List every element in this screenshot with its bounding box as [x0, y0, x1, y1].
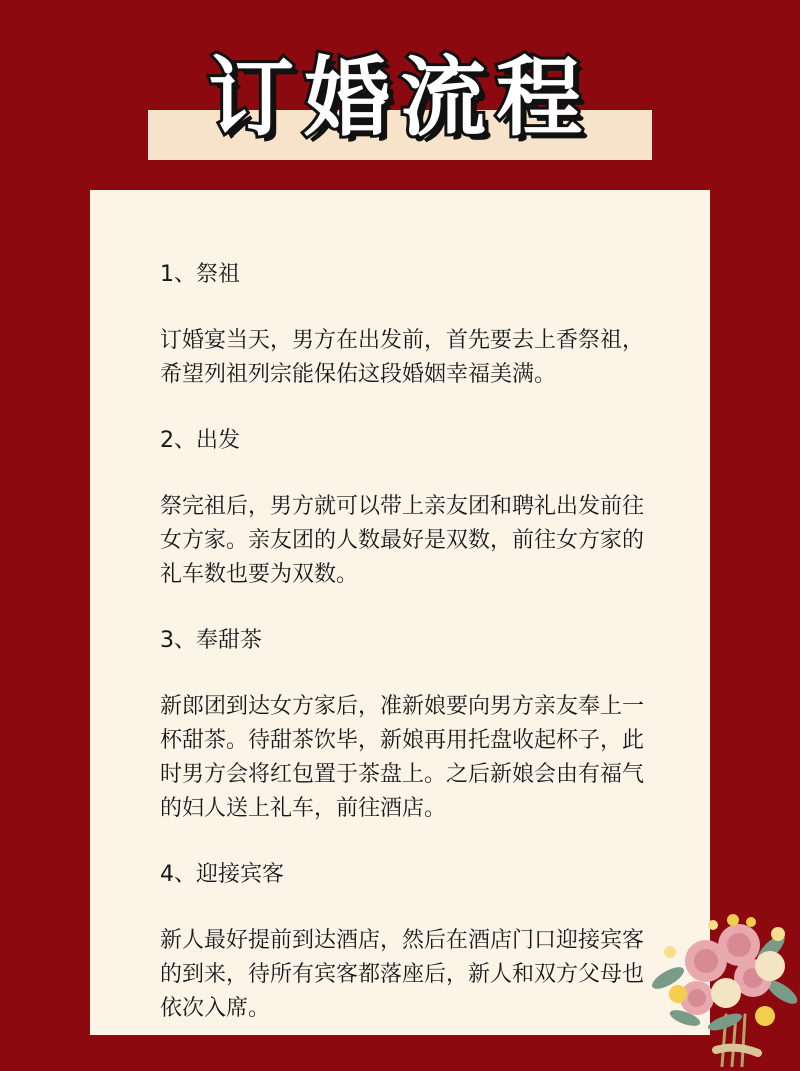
section-body: 新郎团到达女方家后，准新娘要向男方亲友奉上一杯甜茶。待甜茶饮毕，新娘再用托盘收起杯子，此时男方会将红包置于茶盘上。之后新娘会由有福气的妇人送上礼车，前往酒店。 [160, 694, 645, 821]
content-card [90, 190, 710, 1035]
flower-bouquet-icon [650, 900, 800, 1067]
section-heading: 2、出发 [160, 428, 240, 453]
section-heading: 1、祭祖 [160, 262, 240, 287]
section-body: 订婚宴当天，男方在出发前，首先要去上香祭祖，希望列祖列宗能保佑这段婚姻幸福美满。 [160, 328, 645, 387]
content-text [160, 258, 660, 1058]
section-body: 新人最好提前到达酒店，然后在酒店门口迎接宾客的到来，待所有宾客都落座后，新人和双方父母也依次入席。 [160, 928, 645, 1021]
section-heading: 3、奉甜茶 [160, 628, 262, 653]
page-title: 订婚流程 [208, 48, 592, 148]
section-body: 祭完祖后，男方就可以带上亲友团和聘礼出发前往女方家。亲友团的人数最好是双数，前往女方家的礼车数也要为双数。 [160, 494, 645, 587]
section-heading: 4、迎接宾客 [160, 862, 284, 887]
